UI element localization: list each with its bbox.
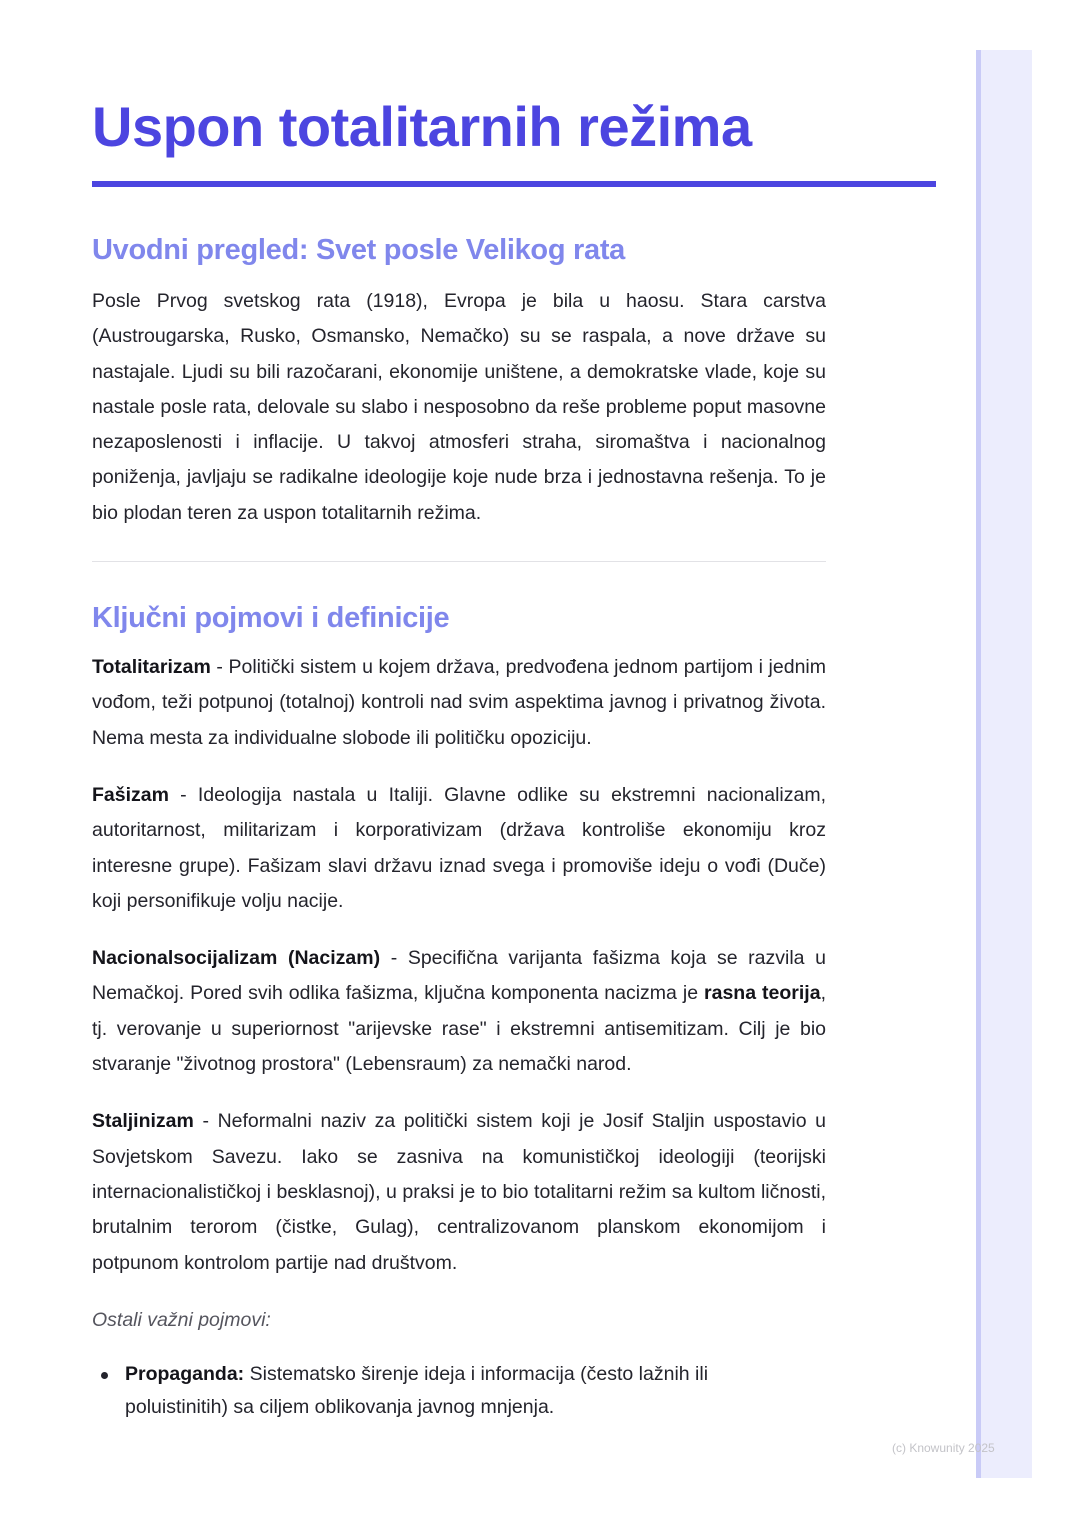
definition-text: - Politički sistem u kojem država, predvođena jednom partijom i jednim vođom, teži potpunoj (totalnoj) kontroli nad svim aspektima javnog i privatnog života. Nema mesta za individualne slobode ili političku opoziciju.	[92, 656, 826, 749]
term-label: Totalitarizam	[92, 656, 211, 679]
concepts-section	[92, 598, 826, 1424]
section-divider	[92, 561, 826, 562]
main-content	[92, 230, 826, 1424]
list-item	[92, 1358, 815, 1424]
bullet-icon	[101, 1372, 108, 1379]
list-item-text: Sistematsko širenje ideja i informacija (često lažnih ili poluistinitih) sa ciljem oblikovanja javnog mnjenja.	[125, 1363, 709, 1419]
definition-text: - Specifična varijanta fašizma koja se razvila u Nemačkoj. Pored svih odlika fašizma, ključna komponenta nacizma je	[92, 947, 826, 1005]
title-underline	[92, 181, 936, 187]
term-label: Fašizam	[92, 783, 169, 806]
intro-heading: Uvodni pregled: Svet posle Velikog rata	[92, 234, 625, 266]
side-panel-rule	[976, 50, 981, 1478]
term-label: Staljinizam	[92, 1110, 194, 1133]
definition-staljinizam	[92, 1104, 826, 1280]
emphasis-text: rasna teorija	[704, 982, 821, 1005]
list-item-term: Propaganda:	[125, 1363, 245, 1386]
definition-fasizam	[92, 778, 826, 919]
intro-paragraph: Posle Prvog svetskog rata (1918), Evropa je bila u haosu. Stara carstva (Austrougarska, Rusko, Osmansko, Nemačko) su se raspala, a nove države su nastajale. Ljudi su bili razočarani, ekonomije uništene, a demokratske vlade, koje su nastale posle rata, delovale su slabo i nesposobno da reše probleme poput masovne nezaposlenosti i inflacije. U takvoj atmosferi straha, siromaštva i nacionalnog poniženja, javljaju se radikalne ideologije koje nude brza i jednostavna rešenja. To je bio plodan teren za uspon totalitarnih režima.	[92, 290, 826, 524]
definition-nacizam	[92, 941, 826, 1082]
page-title: Uspon totalitarnih režima	[92, 95, 752, 158]
definition-text-continued: , tj. verovanje u superiornost "arijevske rase" i ekstremni antisemitizam. Cilj je bio stvaranje "životnog prostora" (Lebensraum) za nemački narod.	[92, 982, 826, 1076]
concepts-heading: Ključni pojmovi i definicije	[92, 602, 450, 635]
term-label: Nacionalsocijalizam (Nacizam)	[92, 947, 381, 970]
side-panel	[976, 50, 1032, 1478]
other-terms-label: Ostali važni pojmovi:	[92, 1308, 271, 1331]
copyright-footer: (c) Knowunity 2025	[892, 1441, 995, 1455]
intro-section	[92, 230, 826, 531]
definition-totalitarizam	[92, 650, 826, 756]
other-terms-list	[92, 1358, 826, 1424]
definition-text: - Ideologija nastala u Italiji. Glavne odlike su ekstremni nacionalizam, autoritarnost, militarizam i korporativizam (država kontroliše ekonomiju kroz interesne grupe). Fašizam slavi državu iznad svega i promoviše ideju o vođi (Duče) koji personifikuje volju nacije.	[92, 783, 826, 912]
definition-text: - Neformalni naziv za politički sistem koji je Josif Staljin uspostavio u Sovjetskom Savezu. Iako se zasniva na komunističkoj ideologiji (teorijski internacionalističkoj i besklasnoj), u praksi je to bio totalitarni režim sa kultom ličnosti, brutalnim terorom (čistke, Gulag), centralizovanom planskom ekonomijom i potpunom kontrolom partije nad društvom.	[92, 1110, 826, 1274]
